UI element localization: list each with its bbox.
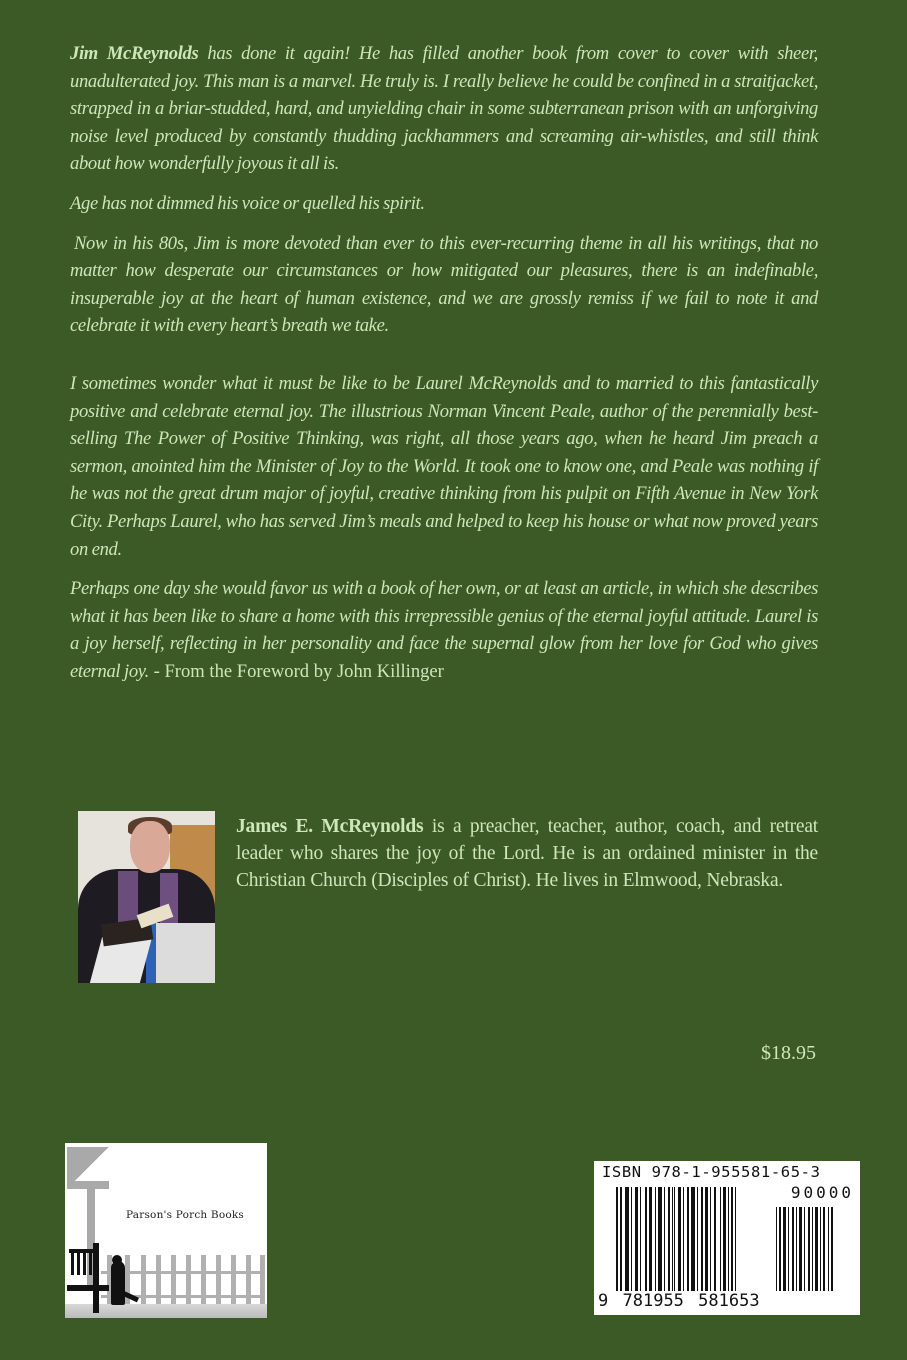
isbn-barcode <box>594 1161 860 1315</box>
blurb-paragraph-5 <box>70 575 818 685</box>
ean-digits <box>598 1291 760 1311</box>
blurb-paragraph-1 <box>70 40 818 178</box>
author-name: James E. McReynolds <box>236 816 424 837</box>
back-cover-blurb <box>70 40 818 685</box>
addon-bars <box>776 1207 854 1291</box>
foreword-attribution: - From the Foreword by John Killinger <box>148 660 444 682</box>
blurb-paragraph-5-text: Perhaps one day she would favor us with a book of her own, or at least an article, in which she describes what it has been like to share a home with this irrepressible genius of the eternal joyful attitude. Laurel is a joy herself, reflecting in her personality and face the supernal glow from her love for God who gives eternal joy. <box>70 578 818 682</box>
price-addon-code: 90000 <box>790 1183 854 1202</box>
author-bio-body: is a preacher, teacher, author, coach, and retreat leader who shares the joy of the Lord. He is an ordained minister in the Christian Church (Disciples of Christ). He lives in Elmwood, Nebraska. <box>236 816 819 891</box>
author-photo <box>78 811 215 983</box>
blurb-paragraph-3: Now in his 80s, Jim is more devoted than ever to this ever-recurring theme in all his writings, that no matter how desperate our circumstances or how mitigated our pleasures, there is an indefinable, insuperable joy at the heart of human existence, and we are grossly remiss if we fail to note it and celebrate it with every heart’s breath we take. <box>70 232 818 337</box>
blurb-paragraph-4: I sometimes wonder what it must be like to be Laurel McReynolds and to married to this fantastically positive and celebrate eternal joy. The illustrious Norman Vincent Peale, author of the perennially best-selling The Power of Positive Thinking, was right, all those years ago, when he heard Jim preach a sermon, anointed him the Minister of Joy to the World. It took one to know one, and Peale was nothing if he was not the great drum major of joyful, creative thinking from his pulpit on Fifth Avenue in New York City. Perhaps Laurel, who has served Jim’s meals and helped to keep his house or what now proved years on end. <box>70 372 818 560</box>
ean-bars <box>616 1187 762 1299</box>
publisher-name: Parson's Porch Books <box>125 1209 245 1221</box>
ean-first-digit: 9 <box>598 1291 609 1311</box>
price-label: $18.95 <box>761 1042 816 1064</box>
ean-left-digits: 781955 <box>622 1291 684 1311</box>
publisher-logo <box>65 1143 267 1318</box>
isbn-label: ISBN 978-1-955581-65-3 <box>602 1163 821 1181</box>
author-bio-text <box>236 813 818 894</box>
blurb-paragraph-1-text: has done it again! He has filled another book from cover to cover with sheer, unadulterated joy. This man is a marvel. He truly is. I really believe he could be confined in a straitjacket, strapped in a briar-studded, hard, and unyielding chair in some subterranean prison with an unforgiving noise level produced by constantly thudding jackhammers and screaming air-whistles, and still think about how wonderfully joyous it all is. <box>70 43 818 175</box>
blurb-author-name: Jim McReynolds <box>70 43 199 64</box>
ean-right-digits: 581653 <box>698 1291 760 1311</box>
blurb-paragraph-2: Age has not dimmed his voice or quelled his spirit. <box>70 192 425 214</box>
